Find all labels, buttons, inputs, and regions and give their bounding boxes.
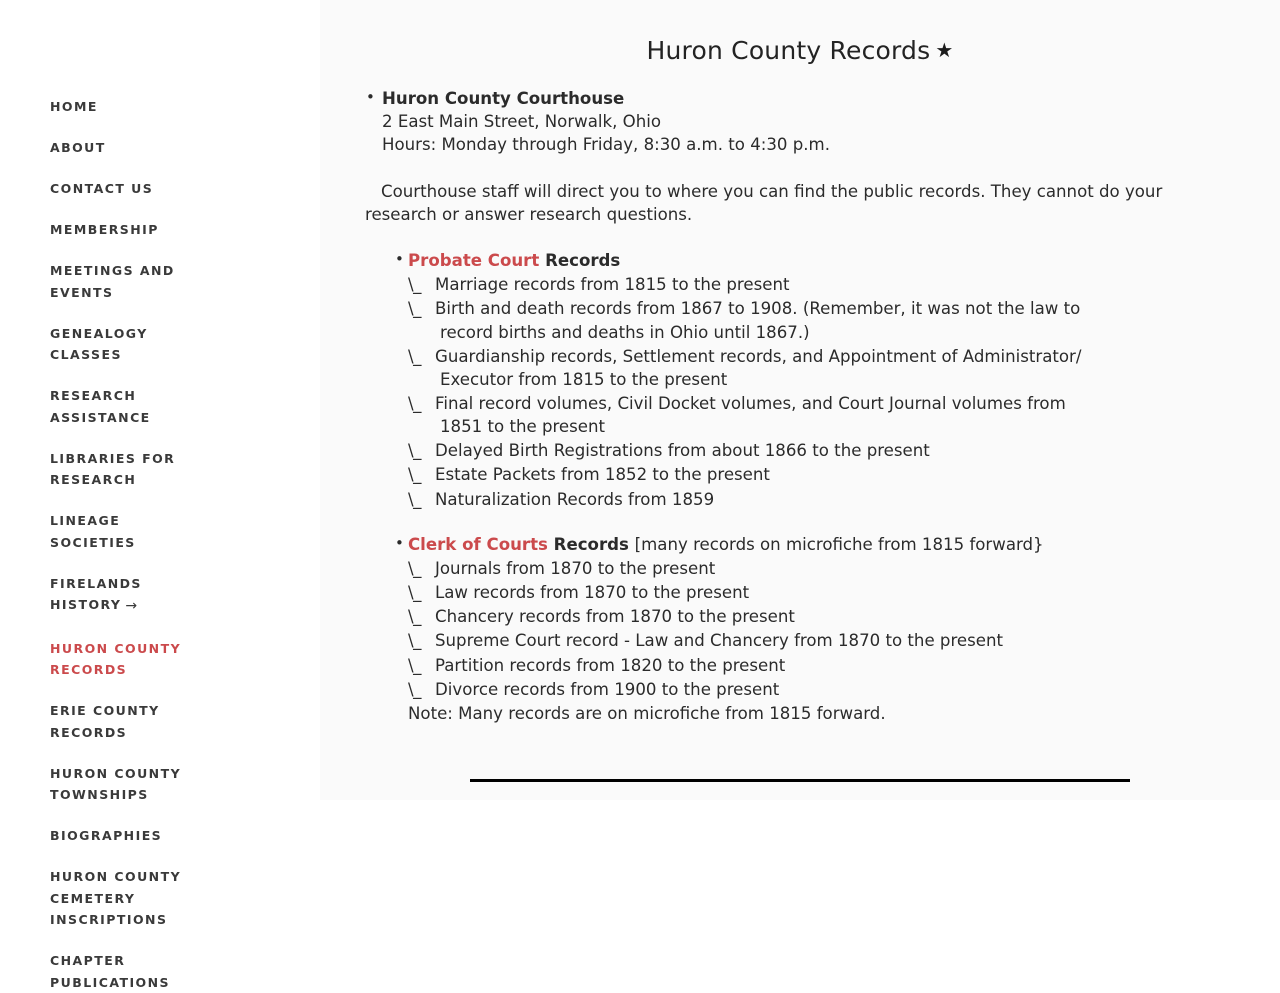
sidebar-item-label: LINEAGE SOCIETIES [50, 513, 136, 550]
record-group [360, 533, 1195, 725]
sidebar-item-contact-us[interactable] [0, 178, 260, 200]
courthouse-name: Huron County Courthouse [382, 89, 625, 108]
record-group-heading-suffix: Records [539, 251, 621, 271]
record-list-item [408, 392, 1195, 438]
record-list-item [408, 439, 1195, 462]
record-list-item [408, 297, 1195, 343]
sidebar-navigation [0, 0, 320, 990]
record-list-item-text: Marriage records from 1815 to the present [435, 275, 790, 295]
sidebar-item-home[interactable] [0, 96, 260, 118]
sidebar-item-biographies[interactable] [0, 825, 260, 847]
record-list-item [408, 654, 1195, 677]
dash-marker-icon: \_ [408, 558, 421, 578]
record-list-item-text: Journals from 1870 to the present [435, 558, 716, 578]
dash-marker-icon: \_ [408, 655, 421, 675]
record-list-item-text: Divorce records from 1900 to the present [435, 679, 780, 699]
record-list-item-text: Chancery records from 1870 to the present [435, 607, 795, 627]
dash-marker-icon: \_ [408, 441, 421, 461]
record-list-item-text: Naturalization Records from 1859 [435, 489, 715, 509]
record-list-item-text: Supreme Court record - Law and Chancery from 1870 to the present [435, 631, 1004, 651]
sidebar-item-about[interactable] [0, 137, 260, 159]
sidebar-item-meetings-and-events[interactable] [0, 260, 260, 303]
record-list-item [408, 557, 1195, 580]
sidebar-item-huron-county-cemetery-inscriptions[interactable] [0, 866, 260, 931]
record-list-item [408, 605, 1195, 628]
record-list-item-text: Partition records from 1820 to the present [435, 655, 786, 675]
sidebar-item-label: LIBRARIES FOR RESEARCH [50, 450, 176, 487]
sidebar-item-firelands-history[interactable] [0, 573, 260, 619]
record-list-item-text: Guardianship records, Settlement records, and Appointment of Administrator/ [435, 346, 1082, 366]
courthouse-block [360, 87, 1195, 157]
record-list-item-text: Final record volumes, Civil Docket volumes, and Court Journal volumes from [435, 394, 1066, 414]
dash-marker-icon: \_ [408, 299, 421, 319]
record-group-note-bracket: [many records on microfiche from 1815 forward} [634, 534, 1044, 554]
record-group [360, 249, 1195, 511]
sidebar-item-huron-county-townships[interactable] [0, 763, 260, 806]
sidebar-item-label: MEETINGS AND EVENTS [50, 263, 175, 300]
sidebar-item-label: MEMBERSHIP [50, 222, 159, 237]
courthouse-address: 2 East Main Street, Norwalk, Ohio [382, 112, 662, 132]
horizontal-divider [470, 779, 1130, 782]
sidebar-item-chapter-publications[interactable] [0, 950, 260, 993]
record-group-heading [395, 533, 1195, 556]
dash-marker-icon: \_ [408, 346, 421, 366]
sidebar-item-libraries-for-research[interactable] [0, 448, 260, 491]
dash-marker-icon: \_ [408, 489, 421, 509]
sidebar-item-erie-county-records[interactable] [0, 700, 260, 743]
arrow-right-icon: → [125, 598, 138, 614]
record-list-item [408, 273, 1195, 296]
star-icon: ★ [935, 38, 954, 62]
sidebar-item-label: GENEALOGY CLASSES [50, 325, 148, 362]
record-list-item [408, 678, 1195, 701]
sidebar-item-label: HURON COUNTY CEMETERY INSCRIPTIONS [50, 869, 182, 928]
record-group-heading-suffix: Records [547, 534, 635, 554]
sidebar-item-membership[interactable] [0, 219, 260, 241]
sidebar-item-label: HURON COUNTY RECORDS [50, 640, 182, 678]
bullet-icon: • [366, 88, 375, 106]
court-name-link[interactable]: Clerk of Courts [408, 534, 548, 554]
main-content-area [320, 0, 1280, 800]
page-title-text: Huron County Records [646, 36, 931, 65]
record-list-item-text: Delayed Birth Registrations from about 1866 to the present [435, 441, 930, 461]
record-list-item-continuation: 1851 to the present [440, 417, 606, 437]
record-list-item-text: Birth and death records from 1867 to 1908. (Remember, it was not the law to [435, 299, 1081, 319]
dash-marker-icon: \_ [408, 607, 421, 627]
sidebar-item-genealogy-classes[interactable] [0, 323, 260, 366]
record-list-item [408, 488, 1195, 511]
record-list [408, 273, 1195, 510]
page-title [320, 0, 1280, 66]
sidebar-item-label: HOME [50, 99, 98, 114]
dash-marker-icon: \_ [408, 465, 421, 485]
sidebar-item-huron-county-records[interactable] [0, 638, 260, 681]
intro-paragraph: Courthouse staff will direct you to where you can find the public records. They cannot do your research or answer research questions. [365, 181, 1163, 225]
dash-marker-icon: \_ [408, 679, 421, 699]
sidebar-item-label: RESEARCH ASSISTANCE [50, 388, 151, 425]
records-content [320, 87, 1280, 725]
record-list-item [408, 463, 1195, 486]
record-list-item-continuation: record births and deaths in Ohio until 1867.) [440, 322, 810, 342]
sidebar-item-label: FIRELANDS HISTORY [50, 575, 142, 612]
sidebar-item-research-assistance[interactable] [0, 385, 260, 428]
record-list-item [408, 581, 1195, 604]
record-list-item [408, 629, 1195, 652]
bullet-icon: • [395, 533, 404, 552]
sidebar-item-lineage-societies[interactable] [0, 510, 260, 553]
record-list-item-continuation: Executor from 1815 to the present [440, 369, 728, 389]
bullet-icon: • [395, 250, 404, 269]
record-group-heading [395, 249, 1195, 272]
dash-marker-icon: \_ [408, 583, 421, 603]
sidebar-item-label: CHAPTER PUBLICATIONS [50, 953, 171, 990]
sidebar-item-label: ABOUT [50, 140, 106, 155]
record-list-item-text: Law records from 1870 to the present [435, 583, 750, 603]
record-group-note: Note: Many records are on microfiche from 1815 forward. [408, 703, 886, 723]
courthouse-hours: Hours: Monday through Friday, 8:30 a.m. to 4:30 p.m. [382, 135, 830, 155]
sidebar-item-label: HURON COUNTY TOWNSHIPS [50, 765, 182, 803]
dash-marker-icon: \_ [408, 631, 421, 651]
court-name-link[interactable]: Probate Court [408, 251, 540, 271]
sidebar-item-label: BIOGRAPHIES [50, 828, 163, 844]
sidebar-item-label: ERIE COUNTY RECORDS [50, 703, 160, 740]
dash-marker-icon: \_ [408, 275, 421, 295]
sidebar-item-label: CONTACT US [50, 181, 154, 196]
record-list [408, 557, 1195, 701]
record-list-item [408, 345, 1195, 391]
dash-marker-icon: \_ [408, 394, 421, 414]
record-groups [360, 249, 1195, 725]
record-list-item-text: Estate Packets from 1852 to the present [435, 465, 770, 485]
